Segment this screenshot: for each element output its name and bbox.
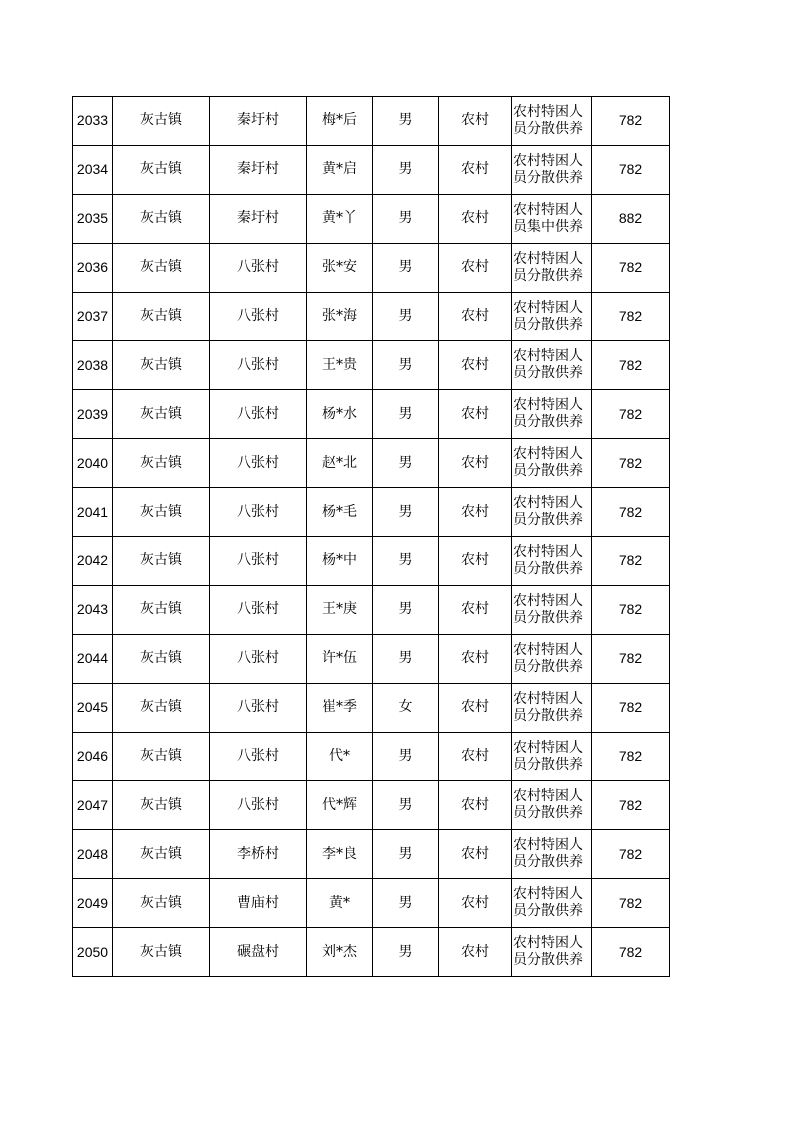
- cell-area-type: 农村: [439, 732, 512, 781]
- table-row: [73, 97, 670, 146]
- cell-support-type: [512, 145, 592, 194]
- cell-village: 秦圩村: [210, 97, 307, 146]
- support-type-text: 农村特困人员分散供养: [513, 250, 583, 284]
- cell-person-name: 王*贵: [307, 341, 373, 390]
- cell-gender: 男: [373, 830, 439, 879]
- cell-serial-number: 2036: [73, 243, 113, 292]
- table-row: [73, 341, 670, 390]
- cell-town: 灰古镇: [113, 97, 210, 146]
- cell-area-type: 农村: [439, 292, 512, 341]
- table-row: [73, 634, 670, 683]
- support-type-text: 农村特困人员分散供养: [513, 446, 583, 480]
- cell-amount: 782: [592, 292, 670, 341]
- cell-area-type: 农村: [439, 341, 512, 390]
- cell-town: 灰古镇: [113, 145, 210, 194]
- cell-gender: 男: [373, 879, 439, 928]
- cell-support-type: [512, 243, 592, 292]
- cell-support-type: [512, 292, 592, 341]
- cell-village: 八张村: [210, 243, 307, 292]
- cell-support-type: [512, 683, 592, 732]
- cell-gender: 男: [373, 194, 439, 243]
- table-row: [73, 537, 670, 586]
- cell-person-name: 梅*后: [307, 97, 373, 146]
- cell-support-type: [512, 97, 592, 146]
- cell-town: 灰古镇: [113, 634, 210, 683]
- cell-area-type: 农村: [439, 243, 512, 292]
- support-type-text: 农村特困人员分散供养: [513, 152, 583, 186]
- cell-town: 灰古镇: [113, 292, 210, 341]
- cell-gender: 男: [373, 145, 439, 194]
- cell-amount: 782: [592, 683, 670, 732]
- cell-amount: 782: [592, 634, 670, 683]
- table-row: [73, 292, 670, 341]
- cell-gender: 男: [373, 439, 439, 488]
- cell-person-name: 杨*中: [307, 537, 373, 586]
- cell-area-type: 农村: [439, 879, 512, 928]
- cell-village: 八张村: [210, 341, 307, 390]
- cell-person-name: 代*辉: [307, 781, 373, 830]
- support-type-text: 农村特困人员分散供养: [513, 592, 583, 626]
- cell-town: 灰古镇: [113, 488, 210, 537]
- cell-amount: 782: [592, 439, 670, 488]
- cell-town: 灰古镇: [113, 194, 210, 243]
- cell-town: 灰古镇: [113, 243, 210, 292]
- cell-area-type: 农村: [439, 488, 512, 537]
- support-type-text: 农村特困人员分散供养: [513, 886, 583, 920]
- cell-gender: 男: [373, 781, 439, 830]
- cell-village: 秦圩村: [210, 194, 307, 243]
- cell-support-type: [512, 928, 592, 977]
- cell-person-name: 杨*水: [307, 390, 373, 439]
- cell-gender: 男: [373, 292, 439, 341]
- records-body: [73, 97, 670, 977]
- cell-amount: 782: [592, 781, 670, 830]
- cell-gender: 女: [373, 683, 439, 732]
- cell-gender: 男: [373, 488, 439, 537]
- cell-town: 灰古镇: [113, 585, 210, 634]
- cell-serial-number: 2043: [73, 585, 113, 634]
- cell-gender: 男: [373, 732, 439, 781]
- support-type-text: 农村特困人员分散供养: [513, 348, 583, 382]
- table-row: [73, 439, 670, 488]
- support-type-text: 农村特困人员分散供养: [513, 788, 583, 822]
- cell-person-name: 黄*: [307, 879, 373, 928]
- cell-amount: 782: [592, 537, 670, 586]
- cell-support-type: [512, 634, 592, 683]
- table-row: [73, 585, 670, 634]
- cell-village: 八张村: [210, 683, 307, 732]
- cell-person-name: 许*伍: [307, 634, 373, 683]
- cell-amount: 782: [592, 585, 670, 634]
- cell-town: 灰古镇: [113, 341, 210, 390]
- cell-village: 八张村: [210, 732, 307, 781]
- cell-serial-number: 2033: [73, 97, 113, 146]
- cell-person-name: 黄*启: [307, 145, 373, 194]
- cell-town: 灰古镇: [113, 683, 210, 732]
- cell-area-type: 农村: [439, 830, 512, 879]
- cell-support-type: [512, 830, 592, 879]
- cell-support-type: [512, 879, 592, 928]
- cell-support-type: [512, 439, 592, 488]
- cell-support-type: [512, 194, 592, 243]
- cell-serial-number: 2046: [73, 732, 113, 781]
- table-row: [73, 683, 670, 732]
- support-type-text: 农村特困人员分散供养: [513, 739, 583, 773]
- cell-area-type: 农村: [439, 97, 512, 146]
- cell-support-type: [512, 732, 592, 781]
- cell-village: 八张村: [210, 292, 307, 341]
- cell-area-type: 农村: [439, 634, 512, 683]
- cell-village: 八张村: [210, 537, 307, 586]
- cell-serial-number: 2040: [73, 439, 113, 488]
- cell-serial-number: 2050: [73, 928, 113, 977]
- cell-serial-number: 2038: [73, 341, 113, 390]
- cell-serial-number: 2041: [73, 488, 113, 537]
- cell-support-type: [512, 781, 592, 830]
- cell-town: 灰古镇: [113, 928, 210, 977]
- cell-amount: 782: [592, 488, 670, 537]
- cell-person-name: 刘*杰: [307, 928, 373, 977]
- cell-village: 八张村: [210, 781, 307, 830]
- cell-person-name: 黄*丫: [307, 194, 373, 243]
- cell-village: 碾盘村: [210, 928, 307, 977]
- cell-amount: 782: [592, 341, 670, 390]
- cell-person-name: 杨*毛: [307, 488, 373, 537]
- cell-gender: 男: [373, 243, 439, 292]
- cell-area-type: 农村: [439, 683, 512, 732]
- support-type-text: 农村特困人员分散供养: [513, 690, 583, 724]
- table-row: [73, 879, 670, 928]
- cell-town: 灰古镇: [113, 879, 210, 928]
- cell-serial-number: 2034: [73, 145, 113, 194]
- cell-serial-number: 2045: [73, 683, 113, 732]
- cell-area-type: 农村: [439, 390, 512, 439]
- cell-village: 八张村: [210, 488, 307, 537]
- cell-village: 曹庙村: [210, 879, 307, 928]
- cell-amount: 782: [592, 928, 670, 977]
- cell-person-name: 赵*北: [307, 439, 373, 488]
- support-type-text: 农村特困人员分散供养: [513, 837, 583, 871]
- cell-village: 八张村: [210, 585, 307, 634]
- table-row: [73, 243, 670, 292]
- support-type-text: 农村特困人员分散供养: [513, 397, 583, 431]
- cell-town: 灰古镇: [113, 537, 210, 586]
- table-row: [73, 390, 670, 439]
- cell-amount: 882: [592, 194, 670, 243]
- cell-support-type: [512, 537, 592, 586]
- support-type-text: 农村特困人员分散供养: [513, 495, 583, 529]
- cell-area-type: 农村: [439, 781, 512, 830]
- cell-area-type: 农村: [439, 537, 512, 586]
- cell-town: 灰古镇: [113, 781, 210, 830]
- cell-support-type: [512, 390, 592, 439]
- cell-village: 秦圩村: [210, 145, 307, 194]
- cell-gender: 男: [373, 585, 439, 634]
- cell-support-type: [512, 341, 592, 390]
- cell-area-type: 农村: [439, 439, 512, 488]
- cell-gender: 男: [373, 341, 439, 390]
- cell-area-type: 农村: [439, 145, 512, 194]
- cell-serial-number: 2035: [73, 194, 113, 243]
- cell-amount: 782: [592, 145, 670, 194]
- cell-amount: 782: [592, 97, 670, 146]
- cell-amount: 782: [592, 879, 670, 928]
- table-row: [73, 732, 670, 781]
- cell-person-name: 王*庚: [307, 585, 373, 634]
- cell-gender: 男: [373, 537, 439, 586]
- table-row: [73, 830, 670, 879]
- cell-support-type: [512, 488, 592, 537]
- support-type-text: 农村特困人员分散供养: [513, 103, 583, 137]
- cell-serial-number: 2048: [73, 830, 113, 879]
- cell-village: 八张村: [210, 634, 307, 683]
- cell-serial-number: 2037: [73, 292, 113, 341]
- table-row: [73, 781, 670, 830]
- support-type-text: 农村特困人员分散供养: [513, 543, 583, 577]
- support-type-text: 农村特困人员集中供养: [513, 201, 583, 235]
- cell-gender: 男: [373, 97, 439, 146]
- cell-person-name: 李*良: [307, 830, 373, 879]
- cell-person-name: 崔*季: [307, 683, 373, 732]
- cell-person-name: 张*安: [307, 243, 373, 292]
- cell-village: 八张村: [210, 439, 307, 488]
- cell-person-name: 张*海: [307, 292, 373, 341]
- cell-gender: 男: [373, 390, 439, 439]
- cell-serial-number: 2039: [73, 390, 113, 439]
- cell-village: 八张村: [210, 390, 307, 439]
- cell-amount: 782: [592, 390, 670, 439]
- table-row: [73, 928, 670, 977]
- cell-area-type: 农村: [439, 928, 512, 977]
- cell-town: 灰古镇: [113, 732, 210, 781]
- cell-serial-number: 2049: [73, 879, 113, 928]
- cell-area-type: 农村: [439, 194, 512, 243]
- cell-village: 李桥村: [210, 830, 307, 879]
- support-type-text: 农村特困人员分散供养: [513, 299, 583, 333]
- support-type-text: 农村特困人员分散供养: [513, 641, 583, 675]
- cell-gender: 男: [373, 928, 439, 977]
- cell-serial-number: 2042: [73, 537, 113, 586]
- cell-area-type: 农村: [439, 585, 512, 634]
- cell-town: 灰古镇: [113, 830, 210, 879]
- support-type-text: 农村特困人员分散供养: [513, 935, 583, 969]
- cell-town: 灰古镇: [113, 439, 210, 488]
- cell-amount: 782: [592, 732, 670, 781]
- cell-person-name: 代*: [307, 732, 373, 781]
- cell-support-type: [512, 585, 592, 634]
- cell-gender: 男: [373, 634, 439, 683]
- cell-serial-number: 2044: [73, 634, 113, 683]
- table-row: [73, 488, 670, 537]
- cell-amount: 782: [592, 830, 670, 879]
- cell-town: 灰古镇: [113, 390, 210, 439]
- cell-serial-number: 2047: [73, 781, 113, 830]
- table-row: [73, 194, 670, 243]
- records-table: [72, 96, 670, 977]
- cell-amount: 782: [592, 243, 670, 292]
- table-row: [73, 145, 670, 194]
